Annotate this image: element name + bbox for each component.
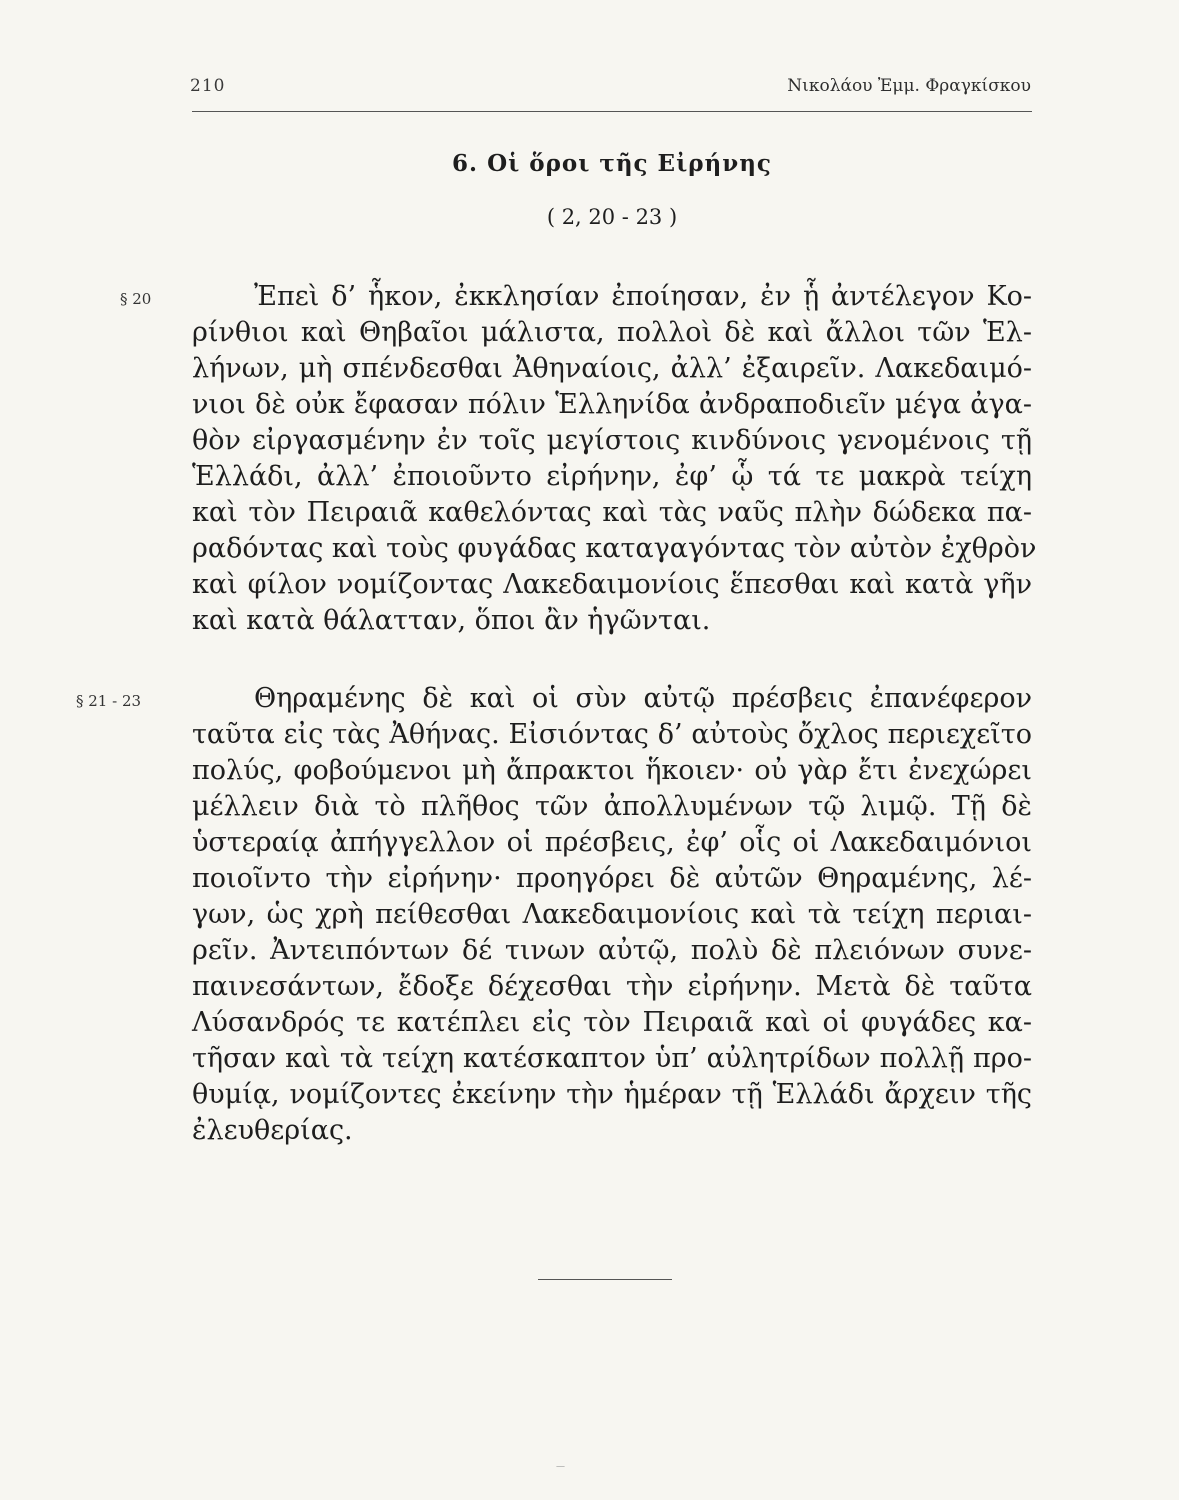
text-line: λήνων, μὴ σπένδεσθαι Ἀθηναίοις, ἀλλ’ ἐξαιρεῖν. Λακεδαιμό-: [192, 353, 1032, 384]
running-title: Νικολάου Ἐμμ. Φραγκίσκου: [787, 76, 1031, 96]
footer-mark: —: [556, 1462, 565, 1472]
text-line: ρίνθιοι καὶ Θηβαῖοι μάλιστα, πολλοὶ δὲ καὶ ἄλλοι τῶν Ἑλ-: [192, 317, 1032, 348]
text-line: Ἑλλάδι, ἀλλ’ ἐποιοῦντο εἰρήνην, ἐφ’ ᾧ τά τε μακρὰ τείχη: [192, 461, 1032, 492]
text-line: Θηραμένης δὲ καὶ οἱ σὺν αὐτῷ πρέσβεις ἐπανέφερον: [254, 683, 1032, 714]
text-line: καὶ φίλον νομίζοντας Λακεδαιμονίοις ἕπεσθαι καὶ κατὰ γῆν: [192, 569, 1032, 600]
text-line: πολύς, φοβούμενοι μὴ ἄπρακτοι ἥκοιεν· οὐ γὰρ ἔτι ἐνεχώρει: [192, 755, 1032, 786]
margin-note-paragraph-2: § 21 - 23: [76, 692, 142, 710]
text-line: παινεσάντων, ἔδοξε δέχεσθαι τὴν εἰρήνην. Μετὰ δὲ ταῦτα: [192, 971, 1032, 1002]
text-line: νιοι δὲ οὐκ ἔφασαν πόλιν Ἑλληνίδα ἀνδραποδιεῖν μέγα ἀγα-: [192, 389, 1032, 420]
text-line: θὸν εἰργασμένην ἐν τοῖς μεγίστοις κινδύνοις γενομένοις τῇ: [192, 425, 1032, 456]
text-line: ὑστεραίᾳ ἀπήγγελλον οἱ πρέσβεις, ἐφ’ οἷς οἱ Λακεδαιμόνιοι: [192, 827, 1032, 858]
section-reference: ( 2, 20 - 23 ): [546, 205, 678, 229]
page-number: 210: [190, 76, 226, 96]
text-line: θυμίᾳ, νομίζοντες ἐκείνην τὴν ἡμέραν τῇ Ἑλλάδι ἄρχειν τῆς: [192, 1079, 1032, 1110]
text-line: Λύσανδρός τε κατέπλει εἰς τὸν Πειραιᾶ καὶ οἱ φυγάδες κα-: [192, 1007, 1032, 1038]
text-line: ρεῖν. Ἀντειπόντων δέ τινων αὐτῷ, πολὺ δὲ πλειόνων συνε-: [192, 935, 1032, 966]
text-line: ταῦτα εἰς τὰς Ἀθήνας. Εἰσιόντας δ’ αὐτοὺς ὄχλος περιεχεῖτο: [192, 719, 1032, 750]
text-line: ποιοῖντο τὴν εἰρήνην· προηγόρει δὲ αὐτῶν Θηραμένης, λέ-: [192, 863, 1032, 894]
header-rule: [192, 111, 1032, 112]
footer-rule: [538, 1279, 672, 1280]
margin-note-paragraph-1: § 20: [120, 290, 152, 308]
text-line: Ἐπεὶ δ’ ἧκον, ἐκκλησίαν ἐποίησαν, ἐν ᾗ ἀντέλεγον Κο-: [254, 281, 1032, 312]
text-line: μέλλειν διὰ τὸ πλῆθος τῶν ἀπολλυμένων τῷ λιμῷ. Τῇ δὲ: [192, 791, 1032, 822]
text-line: γων, ὡς χρὴ πείθεσθαι Λακεδαιμονίοις καὶ τὰ τείχη περιαι-: [192, 899, 1032, 930]
section-heading: 6. Οἱ ὅροι τῆς Εἰρήνης: [452, 150, 772, 177]
paragraph-2: [192, 681, 1032, 1149]
text-line: ἐλευθερίας.: [192, 1115, 353, 1146]
text-line: ραδόντας καὶ τοὺς φυγάδας καταγαγόντας τὸν αὐτὸν ἐχθρὸν: [192, 533, 1037, 564]
text-line: καὶ τὸν Πειραιᾶ καθελόντας καὶ τὰς ναῦς πλὴν δώδεκα πα-: [192, 497, 1032, 528]
paragraph-1: [192, 279, 1037, 639]
text-line: τῆσαν καὶ τὰ τείχη κατέσκαπτον ὑπ’ αὐλητρίδων πολλῇ προ-: [192, 1043, 1032, 1074]
text-line: καὶ κατὰ θάλατταν, ὅποι ἂν ἡγῶνται.: [192, 605, 711, 636]
